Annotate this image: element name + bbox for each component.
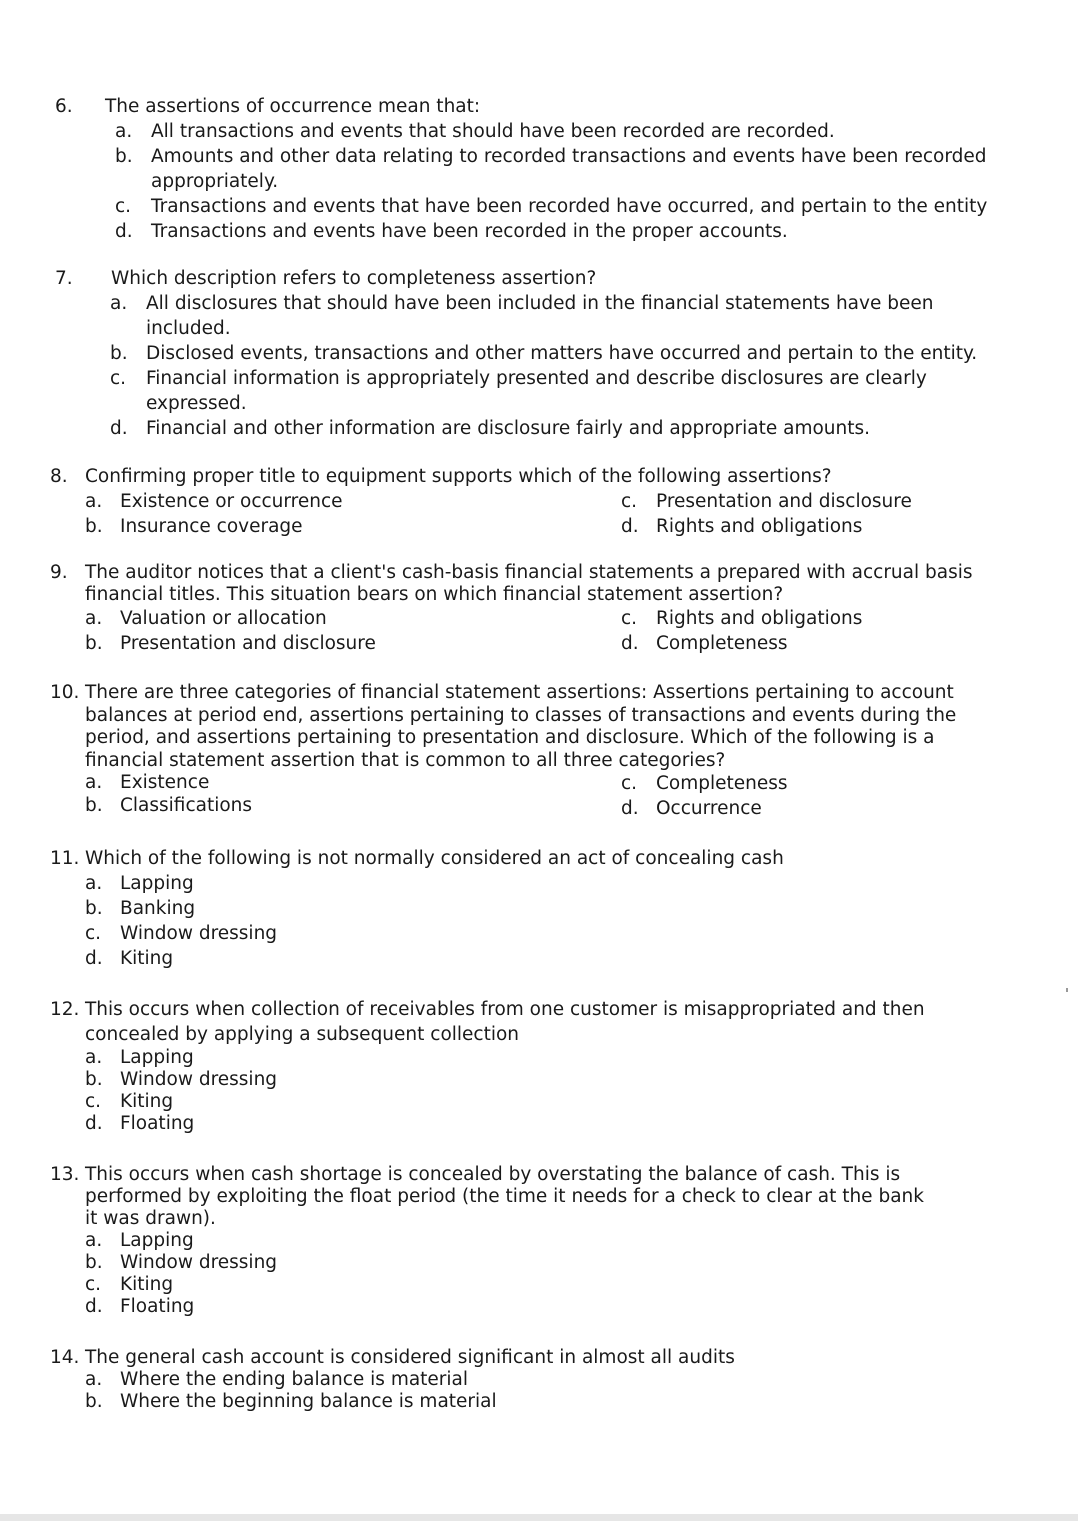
option-letter: b. bbox=[85, 1252, 103, 1273]
option-letter: b. bbox=[85, 898, 103, 919]
option-text: Presentation and disclosure bbox=[120, 633, 376, 654]
question-stem: There are three categories of financial statement assertions: Assertions pertaining to account balances at period end, assertions pertaining to classes of transactions and events during the period, and assertions pertaining to presentation and disclosure. Which of the following is a financial statement assertion that is common to all three categories? bbox=[85, 682, 957, 771]
option-text: Window dressing bbox=[120, 923, 278, 944]
option-a bbox=[85, 606, 327, 631]
question-stem: This occurs when cash shortage is concealed by overstating the balance of cash. This is performed by exploiting the float period (the time it needs for a check to clear at the bank it was drawn). bbox=[85, 1164, 924, 1229]
option-b bbox=[85, 1391, 1030, 1413]
option-a bbox=[85, 772, 209, 795]
question-7 bbox=[55, 266, 1030, 441]
option-b bbox=[85, 514, 303, 539]
option-text: Classifications bbox=[120, 795, 253, 816]
option-text: Lapping bbox=[120, 873, 194, 894]
question-number: 12. bbox=[50, 999, 80, 1020]
option-b bbox=[85, 1069, 1030, 1091]
option-text: Insurance coverage bbox=[120, 516, 303, 537]
option-list bbox=[50, 1369, 1030, 1413]
question-number: 6. bbox=[55, 96, 73, 117]
question-stem: This occurs when collection of receivables from one customer is misappropriated and then concealed by applying a subsequent collection bbox=[85, 999, 925, 1045]
option-letter: c. bbox=[85, 923, 102, 944]
option-a bbox=[85, 1369, 1030, 1391]
question-number: 10. bbox=[50, 682, 80, 703]
option-d bbox=[115, 219, 1030, 244]
question-stem: The assertions of occurrence mean that: bbox=[105, 96, 481, 117]
option-text: Completeness bbox=[656, 773, 788, 794]
option-d bbox=[110, 416, 1030, 441]
option-text: Transactions and events that have been recorded have occurred, and pertain to the entity bbox=[151, 196, 988, 217]
option-text: Kiting bbox=[120, 1091, 174, 1112]
option-letter: d. bbox=[110, 418, 128, 439]
option-letter: b. bbox=[115, 146, 133, 167]
question-12 bbox=[50, 997, 1030, 1135]
option-letter: b. bbox=[85, 795, 103, 816]
option-text: Where the ending balance is material bbox=[120, 1369, 469, 1390]
option-text: Amounts and other data relating to recorded transactions and events have been recorded appropriately. bbox=[151, 146, 987, 192]
option-c bbox=[621, 773, 788, 796]
option-a bbox=[110, 291, 1030, 341]
option-text: Floating bbox=[120, 1113, 195, 1134]
margin-mark bbox=[1066, 988, 1068, 992]
option-d bbox=[85, 1296, 1030, 1318]
option-c bbox=[110, 366, 1030, 416]
option-a bbox=[85, 489, 343, 514]
option-letter: a. bbox=[85, 873, 103, 894]
option-list bbox=[50, 1230, 1030, 1318]
option-text: Occurrence bbox=[656, 798, 762, 819]
question-13 bbox=[50, 1164, 1030, 1318]
option-b bbox=[110, 341, 1030, 366]
option-letter: b. bbox=[85, 1069, 103, 1090]
option-b bbox=[115, 144, 1030, 194]
question-stem: The general cash account is considered significant in almost all audits bbox=[85, 1347, 735, 1368]
question-11 bbox=[50, 846, 1030, 971]
option-text: Financial information is appropriately presented and describe disclosures are clearly expressed. bbox=[146, 368, 927, 414]
option-text: Lapping bbox=[120, 1230, 194, 1251]
option-text: Kiting bbox=[120, 948, 174, 969]
option-b bbox=[85, 631, 376, 656]
option-c bbox=[85, 921, 1030, 946]
question-stem: Which description refers to completeness assertion? bbox=[111, 268, 597, 289]
option-letter: c. bbox=[621, 608, 638, 629]
question-stem: Confirming proper title to equipment supports which of the following assertions? bbox=[85, 466, 832, 487]
option-c bbox=[85, 1274, 1030, 1296]
option-text: All transactions and events that should have been recorded are recorded. bbox=[151, 121, 835, 142]
option-letter: a. bbox=[115, 121, 133, 142]
option-d bbox=[85, 946, 1030, 971]
option-text: Lapping bbox=[120, 1047, 194, 1068]
option-text: Existence bbox=[120, 772, 210, 793]
option-a bbox=[85, 1047, 1030, 1069]
option-a bbox=[85, 871, 1030, 896]
question-stem: The auditor notices that a client's cash-basis financial statements a prepared with accrual basis financial titles. This situation bears on which financial statement assertion? bbox=[85, 562, 973, 605]
question-14 bbox=[50, 1347, 1030, 1413]
option-text: Window dressing bbox=[120, 1252, 278, 1273]
option-letter: a. bbox=[85, 772, 103, 793]
question-number: 11. bbox=[50, 848, 80, 869]
option-a bbox=[85, 1230, 1030, 1252]
option-c bbox=[621, 489, 912, 514]
question-number: 7. bbox=[55, 268, 73, 289]
option-list bbox=[55, 291, 1030, 441]
option-letter: c. bbox=[110, 368, 127, 389]
question-10 bbox=[50, 682, 1030, 820]
option-letter: d. bbox=[115, 221, 133, 242]
option-letter: a. bbox=[85, 1047, 103, 1068]
option-list bbox=[55, 119, 1030, 244]
option-letter: d. bbox=[621, 633, 639, 654]
option-list bbox=[50, 1047, 1030, 1135]
question-number: 9. bbox=[50, 562, 68, 583]
option-b bbox=[85, 1252, 1030, 1274]
question-number: 8. bbox=[50, 466, 68, 487]
option-grid bbox=[50, 489, 1030, 539]
option-letter: a. bbox=[85, 608, 103, 629]
option-b bbox=[85, 896, 1030, 921]
option-text: Where the beginning balance is material bbox=[120, 1391, 497, 1412]
option-letter: d. bbox=[621, 516, 639, 537]
option-text: Kiting bbox=[120, 1274, 174, 1295]
option-c bbox=[621, 606, 862, 631]
option-letter: c. bbox=[85, 1091, 102, 1112]
option-text: Rights and obligations bbox=[656, 608, 863, 629]
option-letter: d. bbox=[621, 798, 639, 819]
option-text: All disclosures that should have been included in the financial statements have been included. bbox=[146, 293, 934, 339]
page-bottom-edge bbox=[0, 1514, 1078, 1521]
question-number: 13. bbox=[50, 1164, 80, 1185]
option-letter: d. bbox=[85, 948, 103, 969]
option-letter: b. bbox=[85, 1391, 103, 1412]
option-letter: a. bbox=[85, 491, 103, 512]
option-text: Disclosed events, transactions and other matters have occurred and pertain to the entity. bbox=[146, 343, 978, 364]
option-text: Window dressing bbox=[120, 1069, 278, 1090]
option-letter: d. bbox=[85, 1113, 103, 1134]
option-letter: c. bbox=[621, 491, 638, 512]
option-letter: a. bbox=[110, 293, 128, 314]
option-letter: c. bbox=[621, 773, 638, 794]
option-text: Completeness bbox=[656, 633, 788, 654]
question-6 bbox=[55, 94, 1030, 244]
option-letter: c. bbox=[115, 196, 132, 217]
option-d bbox=[621, 514, 862, 539]
option-d bbox=[621, 631, 788, 656]
option-letter: a. bbox=[85, 1369, 103, 1390]
option-text: Presentation and disclosure bbox=[656, 491, 912, 512]
option-text: Rights and obligations bbox=[656, 516, 863, 537]
option-text: Banking bbox=[120, 898, 196, 919]
option-b bbox=[85, 795, 252, 818]
option-text: Floating bbox=[120, 1296, 195, 1317]
option-grid bbox=[50, 606, 1030, 656]
question-stem: Which of the following is not normally considered an act of concealing cash bbox=[85, 848, 784, 869]
option-text: Existence or occurrence bbox=[120, 491, 343, 512]
option-grid bbox=[50, 772, 1030, 820]
option-letter: b. bbox=[85, 516, 103, 537]
option-letter: b. bbox=[110, 343, 128, 364]
option-letter: a. bbox=[85, 1230, 103, 1251]
option-c bbox=[85, 1091, 1030, 1113]
option-text: Transactions and events have been recorded in the proper accounts. bbox=[151, 221, 788, 242]
question-8 bbox=[50, 464, 1030, 539]
option-c bbox=[115, 194, 1030, 219]
option-d bbox=[621, 798, 762, 821]
option-a bbox=[115, 119, 1030, 144]
option-letter: d. bbox=[85, 1296, 103, 1317]
question-number: 14. bbox=[50, 1347, 80, 1368]
option-text: Financial and other information are disclosure fairly and appropriate amounts. bbox=[146, 418, 871, 439]
option-text: Valuation or allocation bbox=[120, 608, 327, 629]
option-letter: c. bbox=[85, 1274, 102, 1295]
question-9 bbox=[50, 562, 1030, 656]
option-letter: b. bbox=[85, 633, 103, 654]
option-list bbox=[50, 871, 1030, 971]
option-d bbox=[85, 1113, 1030, 1135]
